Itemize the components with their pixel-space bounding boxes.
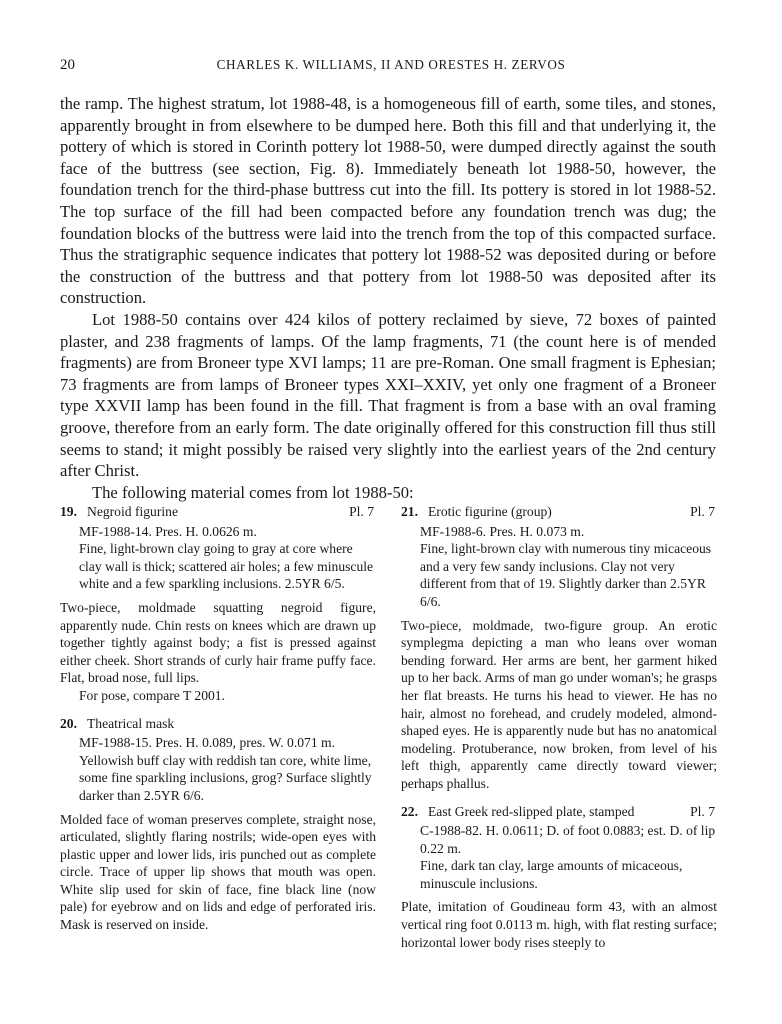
- entry-fabric: Yellowish buff clay with reddish tan core, white lime, some fine sparkling inclusions, grog? Surface slightly darker than 2.5YR 6/6.: [79, 752, 372, 803]
- page-number: 20: [60, 57, 75, 73]
- entry-inventory: MF-1988-14. Pres. H. 0.0626 m.: [79, 523, 257, 539]
- entry-description: [401, 617, 717, 793]
- catalogue-right-column: [401, 503, 717, 951]
- catalogue-entry: [401, 803, 717, 952]
- entry-meta: [420, 523, 717, 611]
- entry-plate: Pl. 7: [690, 504, 715, 519]
- paragraph: the ramp. The highest stratum, lot 1988-48, is a homogeneous fill of earth, some tiles, and stones, apparently brought in from elsewhere to be dumped here. Both this fill and that underlying it, the pottery of which is stored in Corinth pottery lot 1988-50, were dumped directly against the south face of the buttress (see section, Fig. 8). Immediately beneath lot 1988-50, however, the foundation trench for the third-phase buttress cut into the fill. Its pottery is stored in lot 1988-52. The top surface of the fill had been compacted before any foundation trench was dug; the foundation blocks of the buttress were laid into the trench from the top of this compacted surface. Thus the stratigraphic sequence indicates that pottery lot 1988-52 was deposited during or before the construction of the buttress and that pottery from lot 1988-50 was deposited after its construction.: [60, 94, 716, 308]
- paragraph: Lot 1988-50 contains over 424 kilos of pottery reclaimed by sieve, 72 boxes of painted plaster, and 238 fragments of lamps. Of the lamp fragments, 71 (the count here is of mended fragments) are from Broneer type XVI lamps; 11 are pre-Roman. One small fragment is Ephesian; 73 fragments are from lamps of Broneer types XXI–XXIV, yet only one fragment of a Broneer type XXVII lamp has been found in the fill. That fragment is from a base with an oval framing groove, therefore from an early form. The date originally offered for this construction fill thus still seems to stand; it might possibly be raised very slightly into the earliest years of the 2nd century after Christ.: [60, 309, 716, 481]
- entry-number: 20.: [60, 715, 77, 731]
- main-text: [60, 93, 716, 503]
- entry-number: 21.: [401, 504, 418, 519]
- entry-plate: Pl. 7: [690, 803, 715, 819]
- entry-number: 22.: [401, 803, 418, 819]
- running-head: CHARLES K. WILLIAMS, II AND ORESTES H. ZERVOS: [216, 57, 566, 72]
- description-paragraph: Plate, imitation of Goudineau form 43, with an almost vertical ring foot 0.0113 m. high, with flat resting surface; horizontal lower body rises steeply to: [401, 899, 717, 950]
- entry-heading: [60, 503, 376, 521]
- entry-title: Erotic figurine (group): [428, 504, 552, 519]
- paragraph: The following material comes from lot 1988-50:: [92, 482, 414, 502]
- entry-fabric: Fine, light-brown clay with numerous tiny micaceous and a very few sandy inclusions. Clay not very different from that of 19. Slightly darker than 2.5YR 6/6.: [420, 541, 712, 609]
- description-paragraph: Two-piece, moldmade squatting negroid figure, apparently nude. Chin rests on knees which are drawn up together tightly against body; a fist is pressed against either cheek. Short strands of curly hair frame puffy face. Flat, broad nose, full lips.: [60, 599, 376, 686]
- entry-fabric: Fine, light-brown clay going to gray at core where clay wall is thick; scattered air holes; a few minuscule white and a few sparkling inclusions. 2.5YR 6/5.: [79, 541, 374, 592]
- entry-title: East Greek red-slipped plate, stamped: [428, 803, 635, 819]
- entry-inventory: C-1988-82. H. 0.0611; D. of foot 0.0883; est. D. of lip 0.22 m.: [420, 823, 716, 856]
- entry-heading: [401, 503, 717, 521]
- entry-meta: [79, 523, 376, 593]
- entry-meta: [79, 734, 376, 804]
- entry-description: [60, 599, 376, 705]
- description-paragraph: Two-piece, moldmade, two-figure group. An erotic symplegma depicting a man who leans over woman bending forward. Her arms are bent, her garment hiked up to her back. Arms of man go under woman's; he grasps her flat breasts. He turns his head to viewer. He has no hair, almost no forehead, and crudely modeled, almond-shaped eyes. He is apparently nude but has no anatomical modeling. Protuberance, now broken, from level of his left thigh, apparently came directly toward viewer; perhaps phallus.: [401, 617, 717, 791]
- entry-title: Negroid figurine: [87, 504, 178, 519]
- description-paragraph: For pose, compare T 2001.: [79, 687, 225, 703]
- entry-description: [401, 898, 717, 951]
- entry-heading: [401, 803, 717, 821]
- catalogue-left-column: [60, 503, 376, 934]
- catalogue-entry: [401, 503, 717, 793]
- description-paragraph: Molded face of woman preserves complete, straight nose, articulated, slightly flaring nostrils; wide-open eyes with plastic upper and lower lids, iris punched out as complete circle. Trace of upper lip shows that mouth was open. White slip used for skin of face, fine black line (now pale) for eyebrow and on lids and edge of perforated iris. Mask is reserved on inside.: [60, 811, 376, 933]
- entry-inventory: MF-1988-6. Pres. H. 0.073 m.: [420, 523, 585, 539]
- entry-title: Theatrical mask: [87, 715, 175, 731]
- catalogue-entry: [60, 503, 376, 705]
- catalogue-entry: [60, 715, 376, 934]
- entry-number: 19.: [60, 504, 77, 519]
- entry-plate: Pl. 7: [349, 504, 374, 519]
- entry-description: [60, 811, 376, 934]
- entry-heading: [60, 715, 376, 733]
- entry-inventory: MF-1988-15. Pres. H. 0.089, pres. W. 0.071 m.: [79, 735, 336, 751]
- entry-meta: [420, 822, 717, 892]
- entry-plate: [374, 715, 376, 733]
- entry-fabric: Fine, dark tan clay, large amounts of micaceous, minuscule inclusions.: [420, 858, 683, 891]
